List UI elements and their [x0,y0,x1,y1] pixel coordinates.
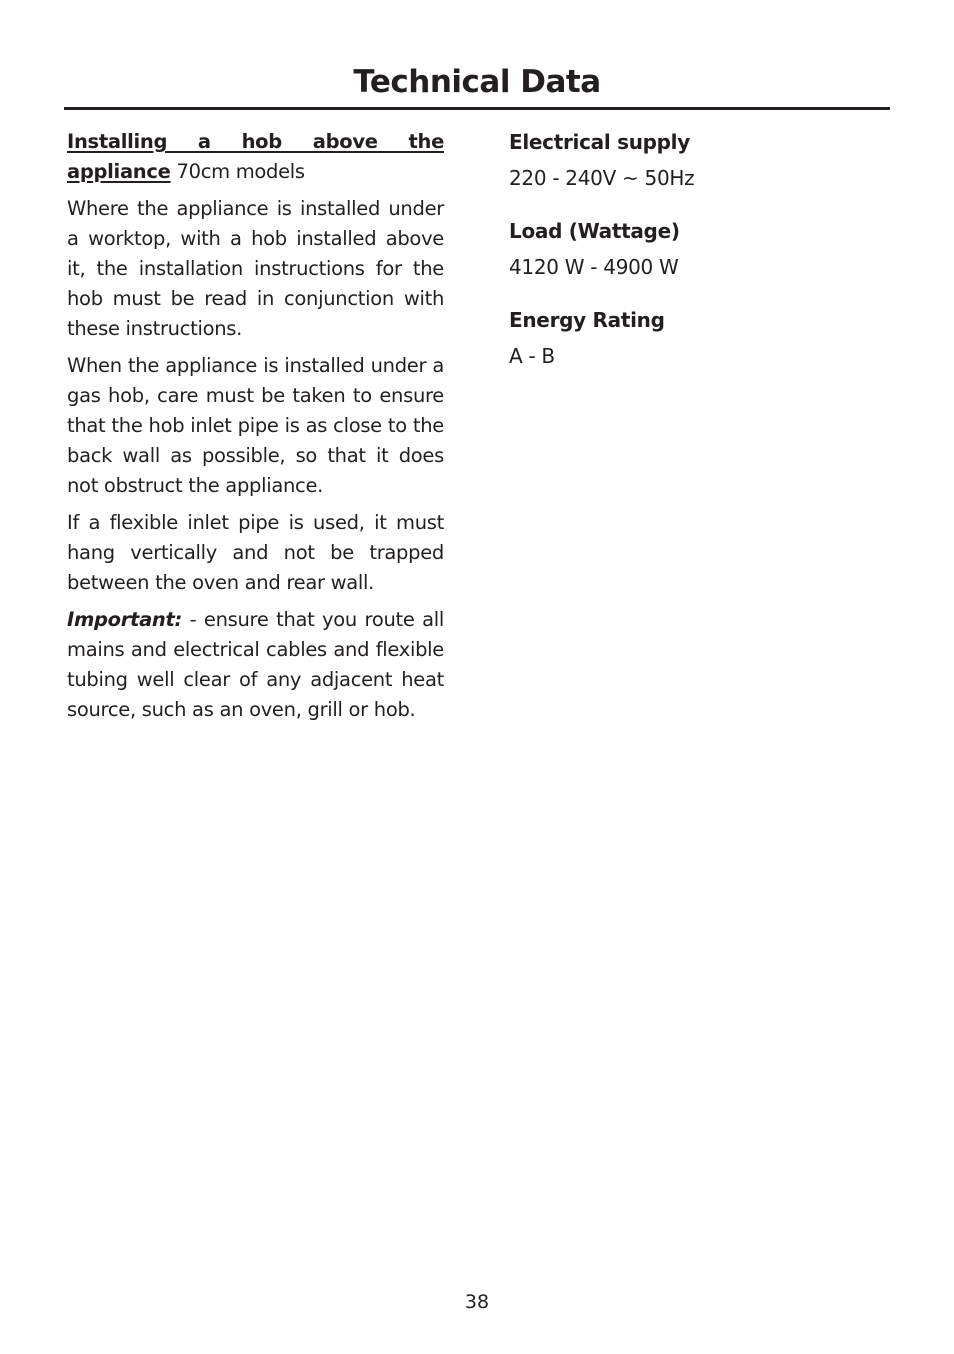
installation-heading-suffix: 70cm models [170,160,305,183]
title-divider [64,107,890,110]
important-note [67,605,444,725]
installation-paragraph-2: When the appliance is installed under a gas hob, care must be taken to ensure that the hob inlet pipe is as close to the back wall as possible, so that it does not obstruct the appliance. [67,354,444,497]
specifications [509,127,889,394]
installation-paragraph-1: Where the appliance is installed under a worktop, with a hob installed above it, the installation instructions for the hob must be read in conjunction with these instructions. [67,197,444,340]
spec-value: 4120 W - 4900 W [509,255,679,279]
page-number: 38 [464,1291,490,1313]
page-title: Technical Data [353,64,601,100]
spec-value: A - B [509,344,555,368]
installation-paragraph-3: If a flexible inlet pipe is used, it must hang vertically and not be trapped between the oven and rear wall. [67,511,444,594]
spec-energy-rating [509,305,889,371]
spec-label: Load (Wattage) [509,219,680,243]
installation-section [67,127,444,732]
spec-electrical-supply [509,127,889,193]
installation-heading-line [67,127,444,187]
spec-load-wattage [509,216,889,282]
spec-label: Electrical supply [509,130,690,154]
important-label: Important: [67,608,183,631]
important-text: - ensure that you route all mains and electrical cables and flexible tubing well clear of any adjacent heat source, such as an oven, grill or hob. [67,608,444,721]
spec-value: 220 - 240V ~ 50Hz [509,166,695,190]
spec-label: Energy Rating [509,308,665,332]
installation-heading: Installing a hob above the appliance [67,130,444,183]
